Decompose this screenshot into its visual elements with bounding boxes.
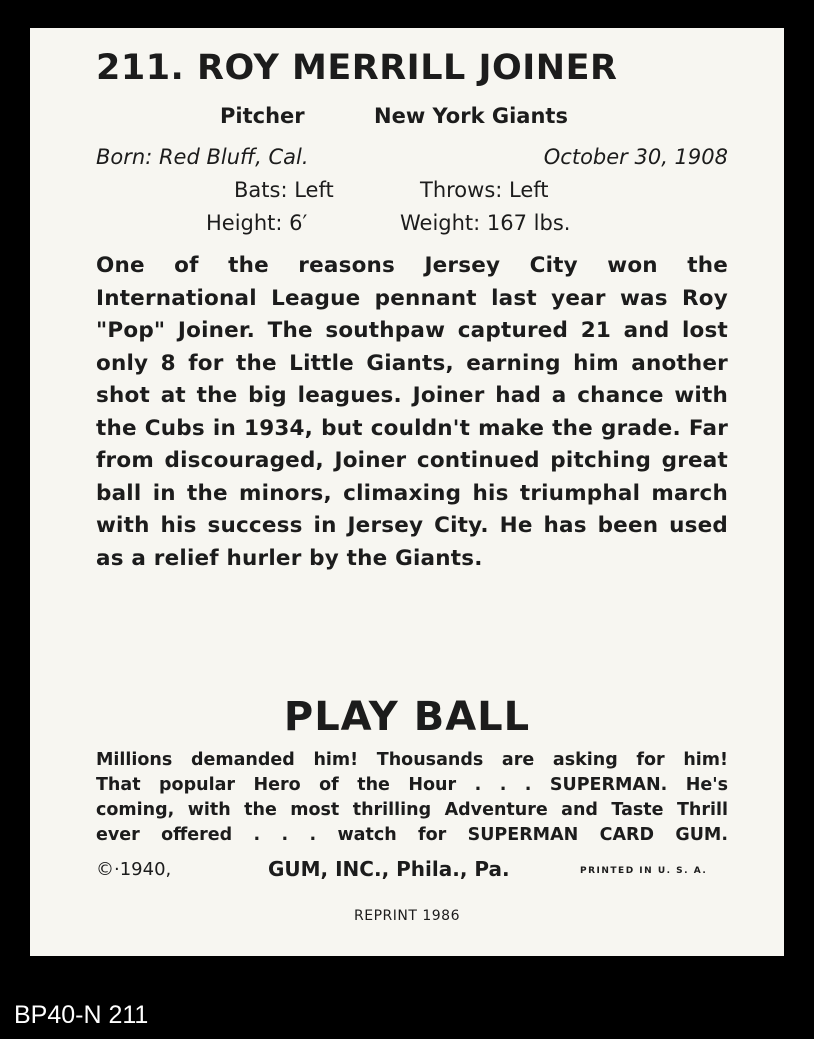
bats-stat: Bats: Left bbox=[234, 178, 334, 202]
series-title: PLAY BALL bbox=[283, 694, 531, 740]
height-stat: Height: 6′ bbox=[206, 211, 308, 235]
player-bio: One of the reasons Jersey City won the International League pennant last year was Roy "Pop" Joiner. The southpaw captured 21 and lost only 8 for the Little Giants, earning him another shot at the big leagues. Joiner had a chance with the Cubs in 1934, but couldn't make the grade. Far from discouraged, Joiner continued pitching great ball in the minors, climaxing his triumphal march with his success in Jersey City. He has been used as a relief hurler by the Giants. bbox=[96, 253, 728, 571]
player-title: 211. ROY MERRILL JOINER bbox=[96, 48, 618, 88]
birth-date: October 30, 1908 bbox=[543, 145, 728, 169]
ad-line: That popular Hero of the Hour . . . SUPERMAN. He's bbox=[96, 775, 728, 795]
weight-stat: Weight: 167 lbs. bbox=[400, 211, 571, 235]
card-back bbox=[30, 28, 784, 956]
printed-in-usa: PRINTED IN U. S. A. bbox=[580, 866, 708, 876]
ad-line: ever offered . . . watch for SUPERMAN CARD GUM. bbox=[96, 825, 728, 845]
throws-stat: Throws: Left bbox=[420, 178, 549, 202]
ad-line: Millions demanded him! Thousands are asking for him! bbox=[96, 750, 728, 770]
player-team: New York Giants bbox=[374, 104, 568, 128]
listing-code: BP40-N 211 bbox=[14, 1001, 149, 1029]
publisher: GUM, INC., Phila., Pa. bbox=[268, 857, 510, 881]
birthplace: Born: Red Bluff, Cal. bbox=[96, 145, 309, 169]
ad-line: coming, with the most thrilling Adventure and Taste Thrill bbox=[96, 800, 728, 820]
player-position: Pitcher bbox=[220, 104, 305, 128]
superman-ad bbox=[96, 748, 728, 848]
copyright: ©·1940, bbox=[96, 859, 172, 880]
reprint-label: REPRINT 1986 bbox=[354, 908, 460, 924]
